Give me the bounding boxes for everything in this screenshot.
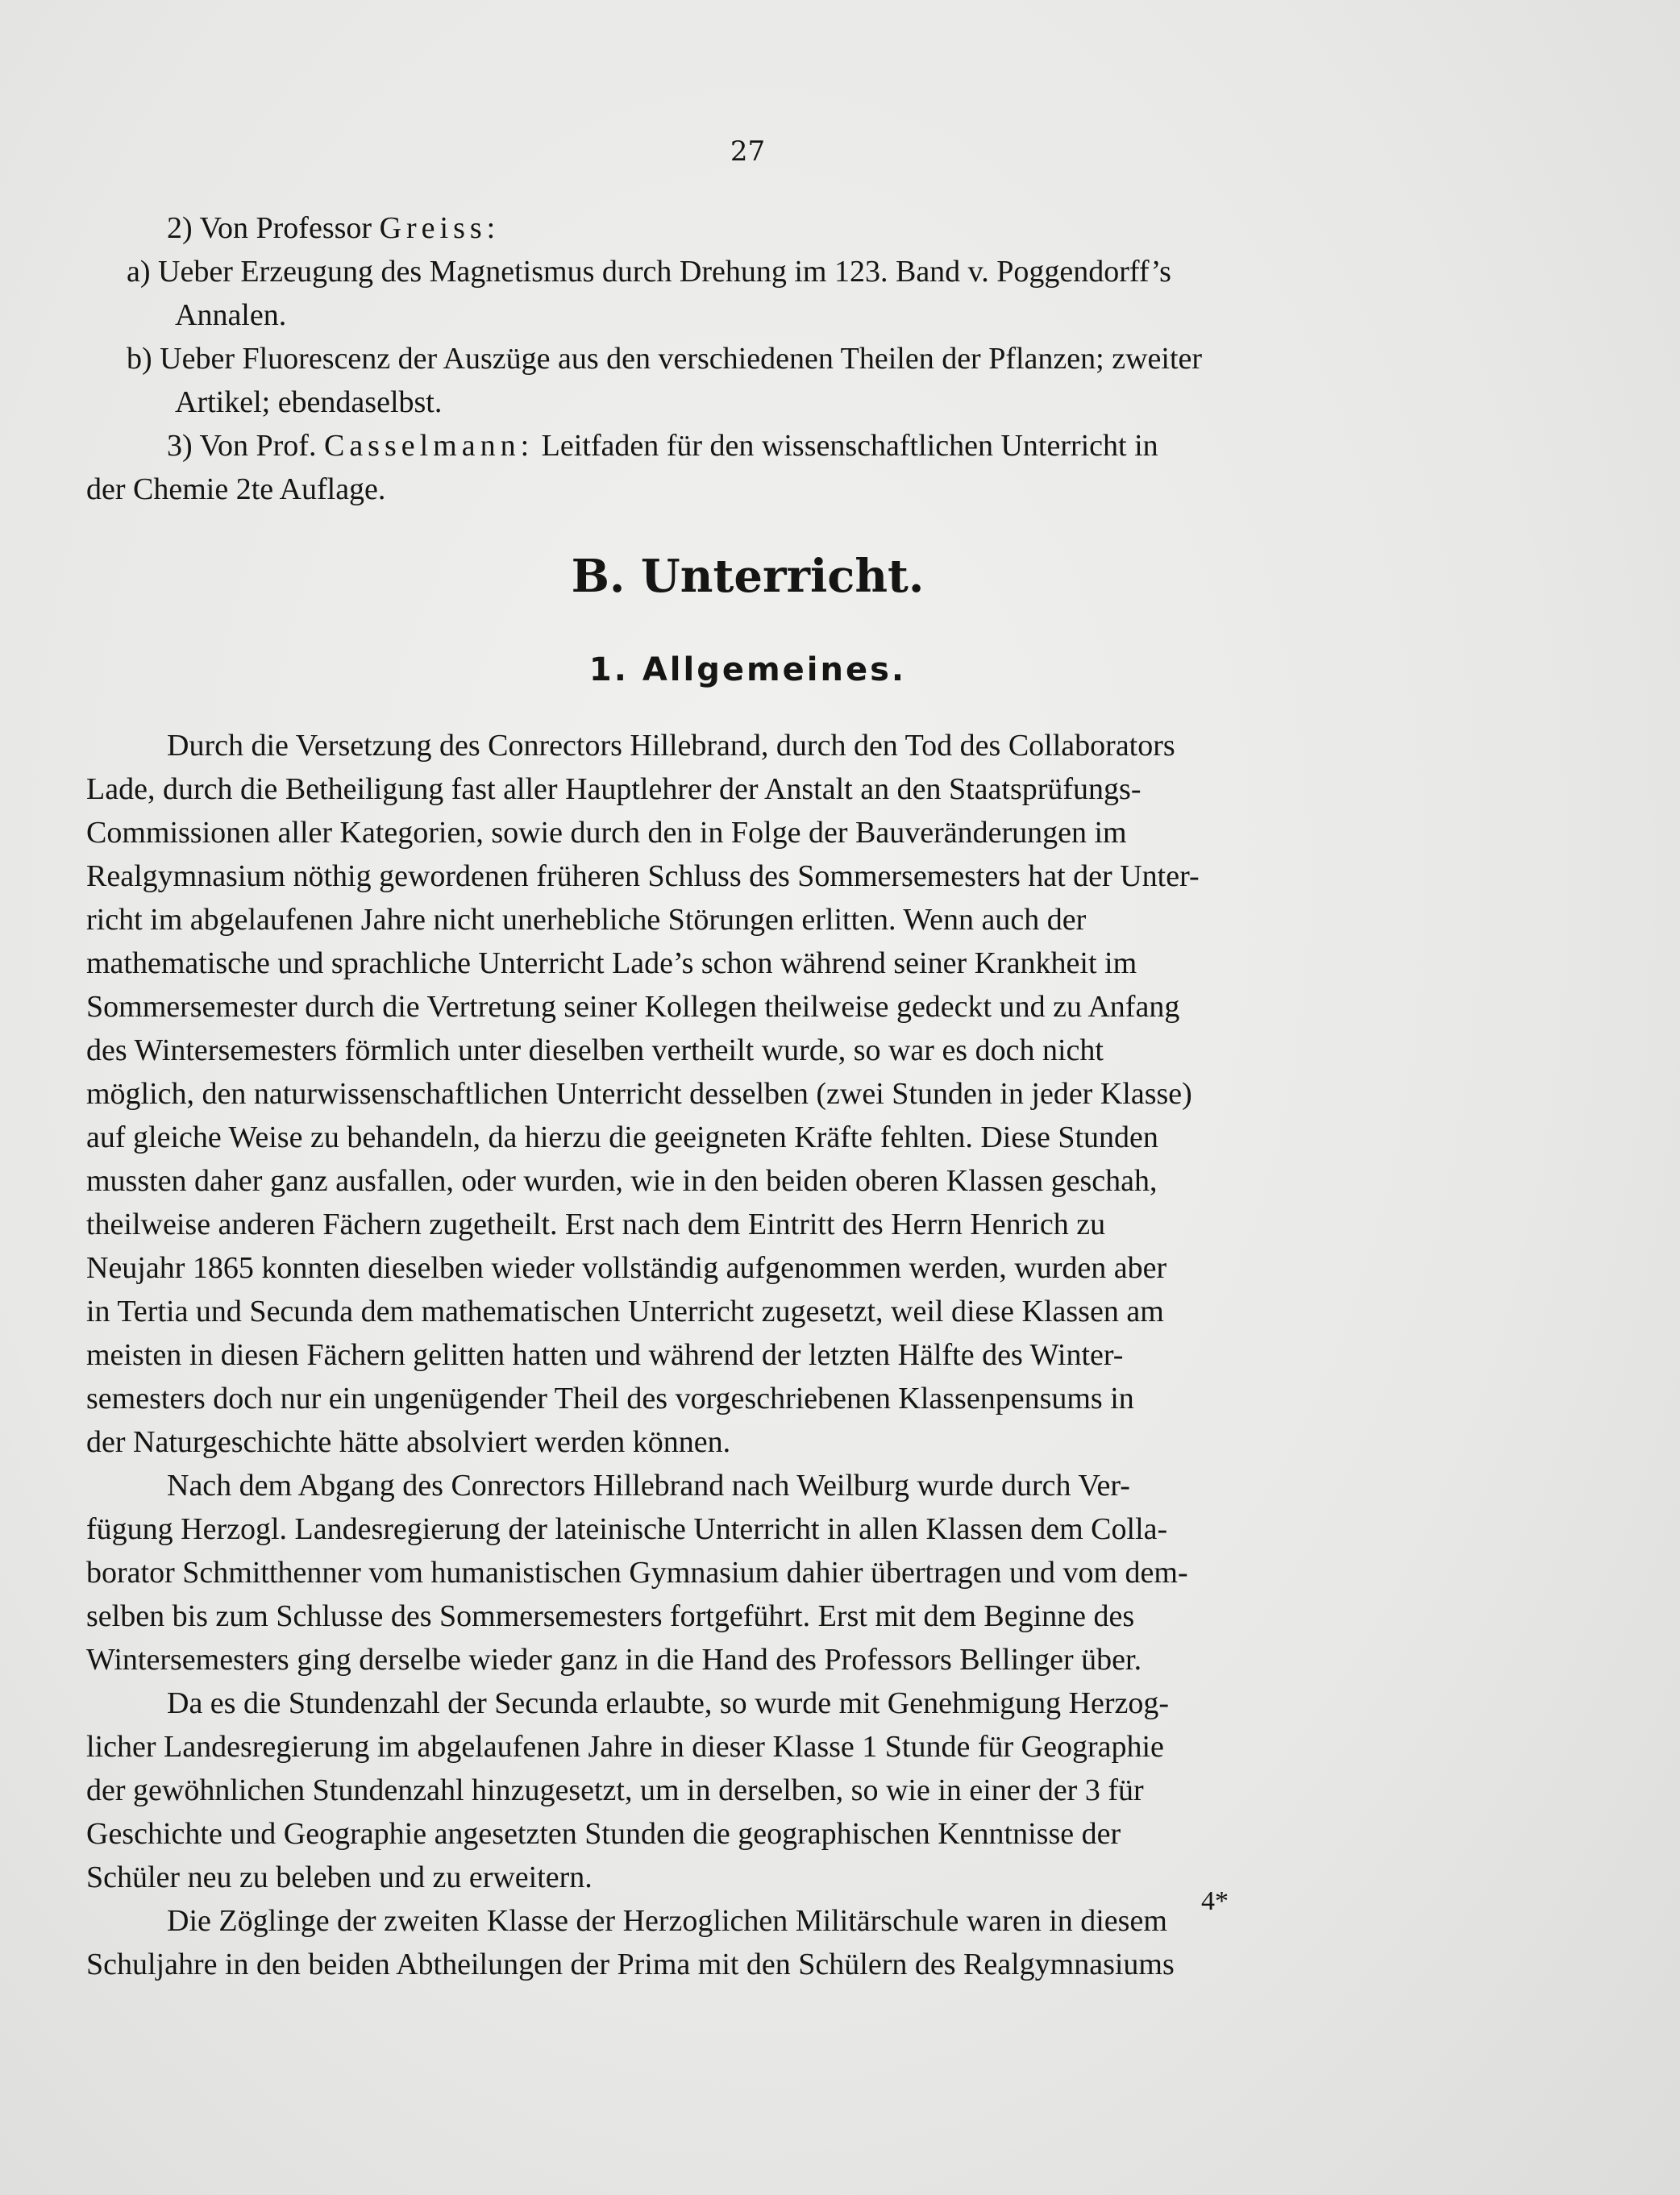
paragraph-line: möglich, den naturwissenschaftlichen Unterricht desselben (zwei Stunden in jeder Klasse) — [86, 1077, 1192, 1111]
paragraph-line: des Wintersemesters förmlich unter dieselben vertheilt wurde, so war es doch nicht — [86, 1033, 1104, 1067]
paragraph-line: Geschichte und Geographie angesetzten Stunden die geographischen Kenntnisse der — [86, 1817, 1121, 1851]
paragraph-line: Sommersemester durch die Vertretung seiner Kollegen theilweise gedeckt und zu Anfang — [86, 990, 1180, 1024]
paragraph-line: richt im abgelaufenen Jahre nicht unerhebliche Störungen erlitten. Wenn auch der — [86, 903, 1087, 937]
publication-line: 3) Von Prof. Casselmann: Leitfaden für den wissenschaftlichen Unterricht in — [167, 429, 1158, 463]
signature-mark: 4* — [1201, 1886, 1229, 1916]
body-text — [86, 724, 1408, 1986]
page-number: 27 — [730, 135, 766, 168]
paragraph-line: Neujahr 1865 konnten dieselben wieder vollständig aufgenommen werden, wurden aber — [86, 1251, 1167, 1285]
paragraph-line: Lade, durch die Betheiligung fast aller Hauptlehrer der Anstalt an den Staatsprüfungs- — [86, 772, 1141, 806]
paragraph-line: Durch die Versetzung des Conrectors Hillebrand, durch den Tod des Collaborators — [167, 729, 1175, 763]
paragraph-line: Schüler neu zu beleben und zu erweitern. — [86, 1860, 593, 1894]
paragraph-line: Nach dem Abgang des Conrectors Hillebrand nach Weilburg wurde durch Ver- — [167, 1469, 1130, 1503]
paragraph-line: Wintersemesters ging derselbe wieder ganz in die Hand des Professors Bellinger über. — [86, 1643, 1142, 1677]
subsection-heading: 1. Allgemeines. — [588, 651, 907, 688]
publication-line: Annalen. — [175, 298, 287, 332]
paragraph-line: Da es die Stundenzahl der Secunda erlaubte, so wurde mit Genehmigung Herzog- — [167, 1686, 1170, 1720]
paragraph-line: selben bis zum Schlusse des Sommersemesters fortgeführt. Erst mit dem Beginne des — [86, 1599, 1135, 1633]
paragraph-line: auf gleiche Weise zu behandeln, da hierzu die geeigneten Kräfte fehlten. Diese Stunden — [86, 1120, 1158, 1154]
paragraph-line: meisten in diesen Fächern gelitten hatten und während der letzten Hälfte des Winter- — [86, 1338, 1124, 1372]
paragraph-line: semesters doch nur ein ungenügender Theil des vorgeschriebenen Klassenpensums in — [86, 1382, 1134, 1416]
paragraph-line: mussten daher ganz ausfallen, oder wurden, wie in den beiden oberen Klassen geschah, — [86, 1164, 1158, 1198]
paragraph-line: der Naturgeschichte hätte absolviert werden können. — [86, 1425, 731, 1459]
publication-line: a) Ueber Erzeugung des Magnetismus durch Drehung im 123. Band v. Poggendorff’s — [127, 255, 1171, 289]
publication-line: der Chemie 2te Auflage. — [86, 472, 386, 506]
paragraph-line: licher Landesregierung im abgelaufenen Jahre in dieser Klasse 1 Stunde für Geographie — [86, 1730, 1164, 1764]
section-heading: B. Unterricht. — [571, 550, 925, 603]
publication-line: Artikel; ebendaselbst. — [175, 385, 443, 419]
paragraph-line: theilweise anderen Fächern zugetheilt. Erst nach dem Eintritt des Herrn Henrich zu — [86, 1208, 1106, 1241]
publication-line: 2) Von Professor Greiss: — [167, 211, 501, 245]
paragraph-line: in Tertia und Secunda dem mathematischen Unterricht zugesetzt, weil diese Klassen am — [86, 1295, 1164, 1328]
paragraph-line: Realgymnasium nöthig gewordenen früheren Schluss des Sommersemesters hat der Unter- — [86, 859, 1200, 893]
publication-line: b) Ueber Fluorescenz der Auszüge aus den verschiedenen Theilen der Pflanzen; zweiter — [127, 342, 1203, 376]
paragraph-line: borator Schmitthenner vom humanistischen Gymnasium dahier übertragen und vom dem- — [86, 1556, 1188, 1590]
publications-list — [86, 206, 1408, 511]
paragraph-line: Die Zöglinge der zweiten Klasse der Herzoglichen Militärschule waren in diesem — [167, 1904, 1167, 1938]
paragraph-line: Schuljahre in den beiden Abtheilungen der Prima mit den Schülern des Realgymnasiums — [86, 1948, 1175, 1981]
paragraph-line: Commissionen aller Kategorien, sowie durch den in Folge der Bauveränderungen im — [86, 816, 1127, 850]
paragraph-line: der gewöhnlichen Stundenzahl hinzugesetzt, um in derselben, so wie in einer der 3 für — [86, 1773, 1144, 1807]
paragraph-line: fügung Herzogl. Landesregierung der lateinische Unterricht in allen Klassen dem Colla- — [86, 1512, 1168, 1546]
paragraph-line: mathematische und sprachliche Unterricht Lade’s schon während seiner Krankheit im — [86, 946, 1137, 980]
